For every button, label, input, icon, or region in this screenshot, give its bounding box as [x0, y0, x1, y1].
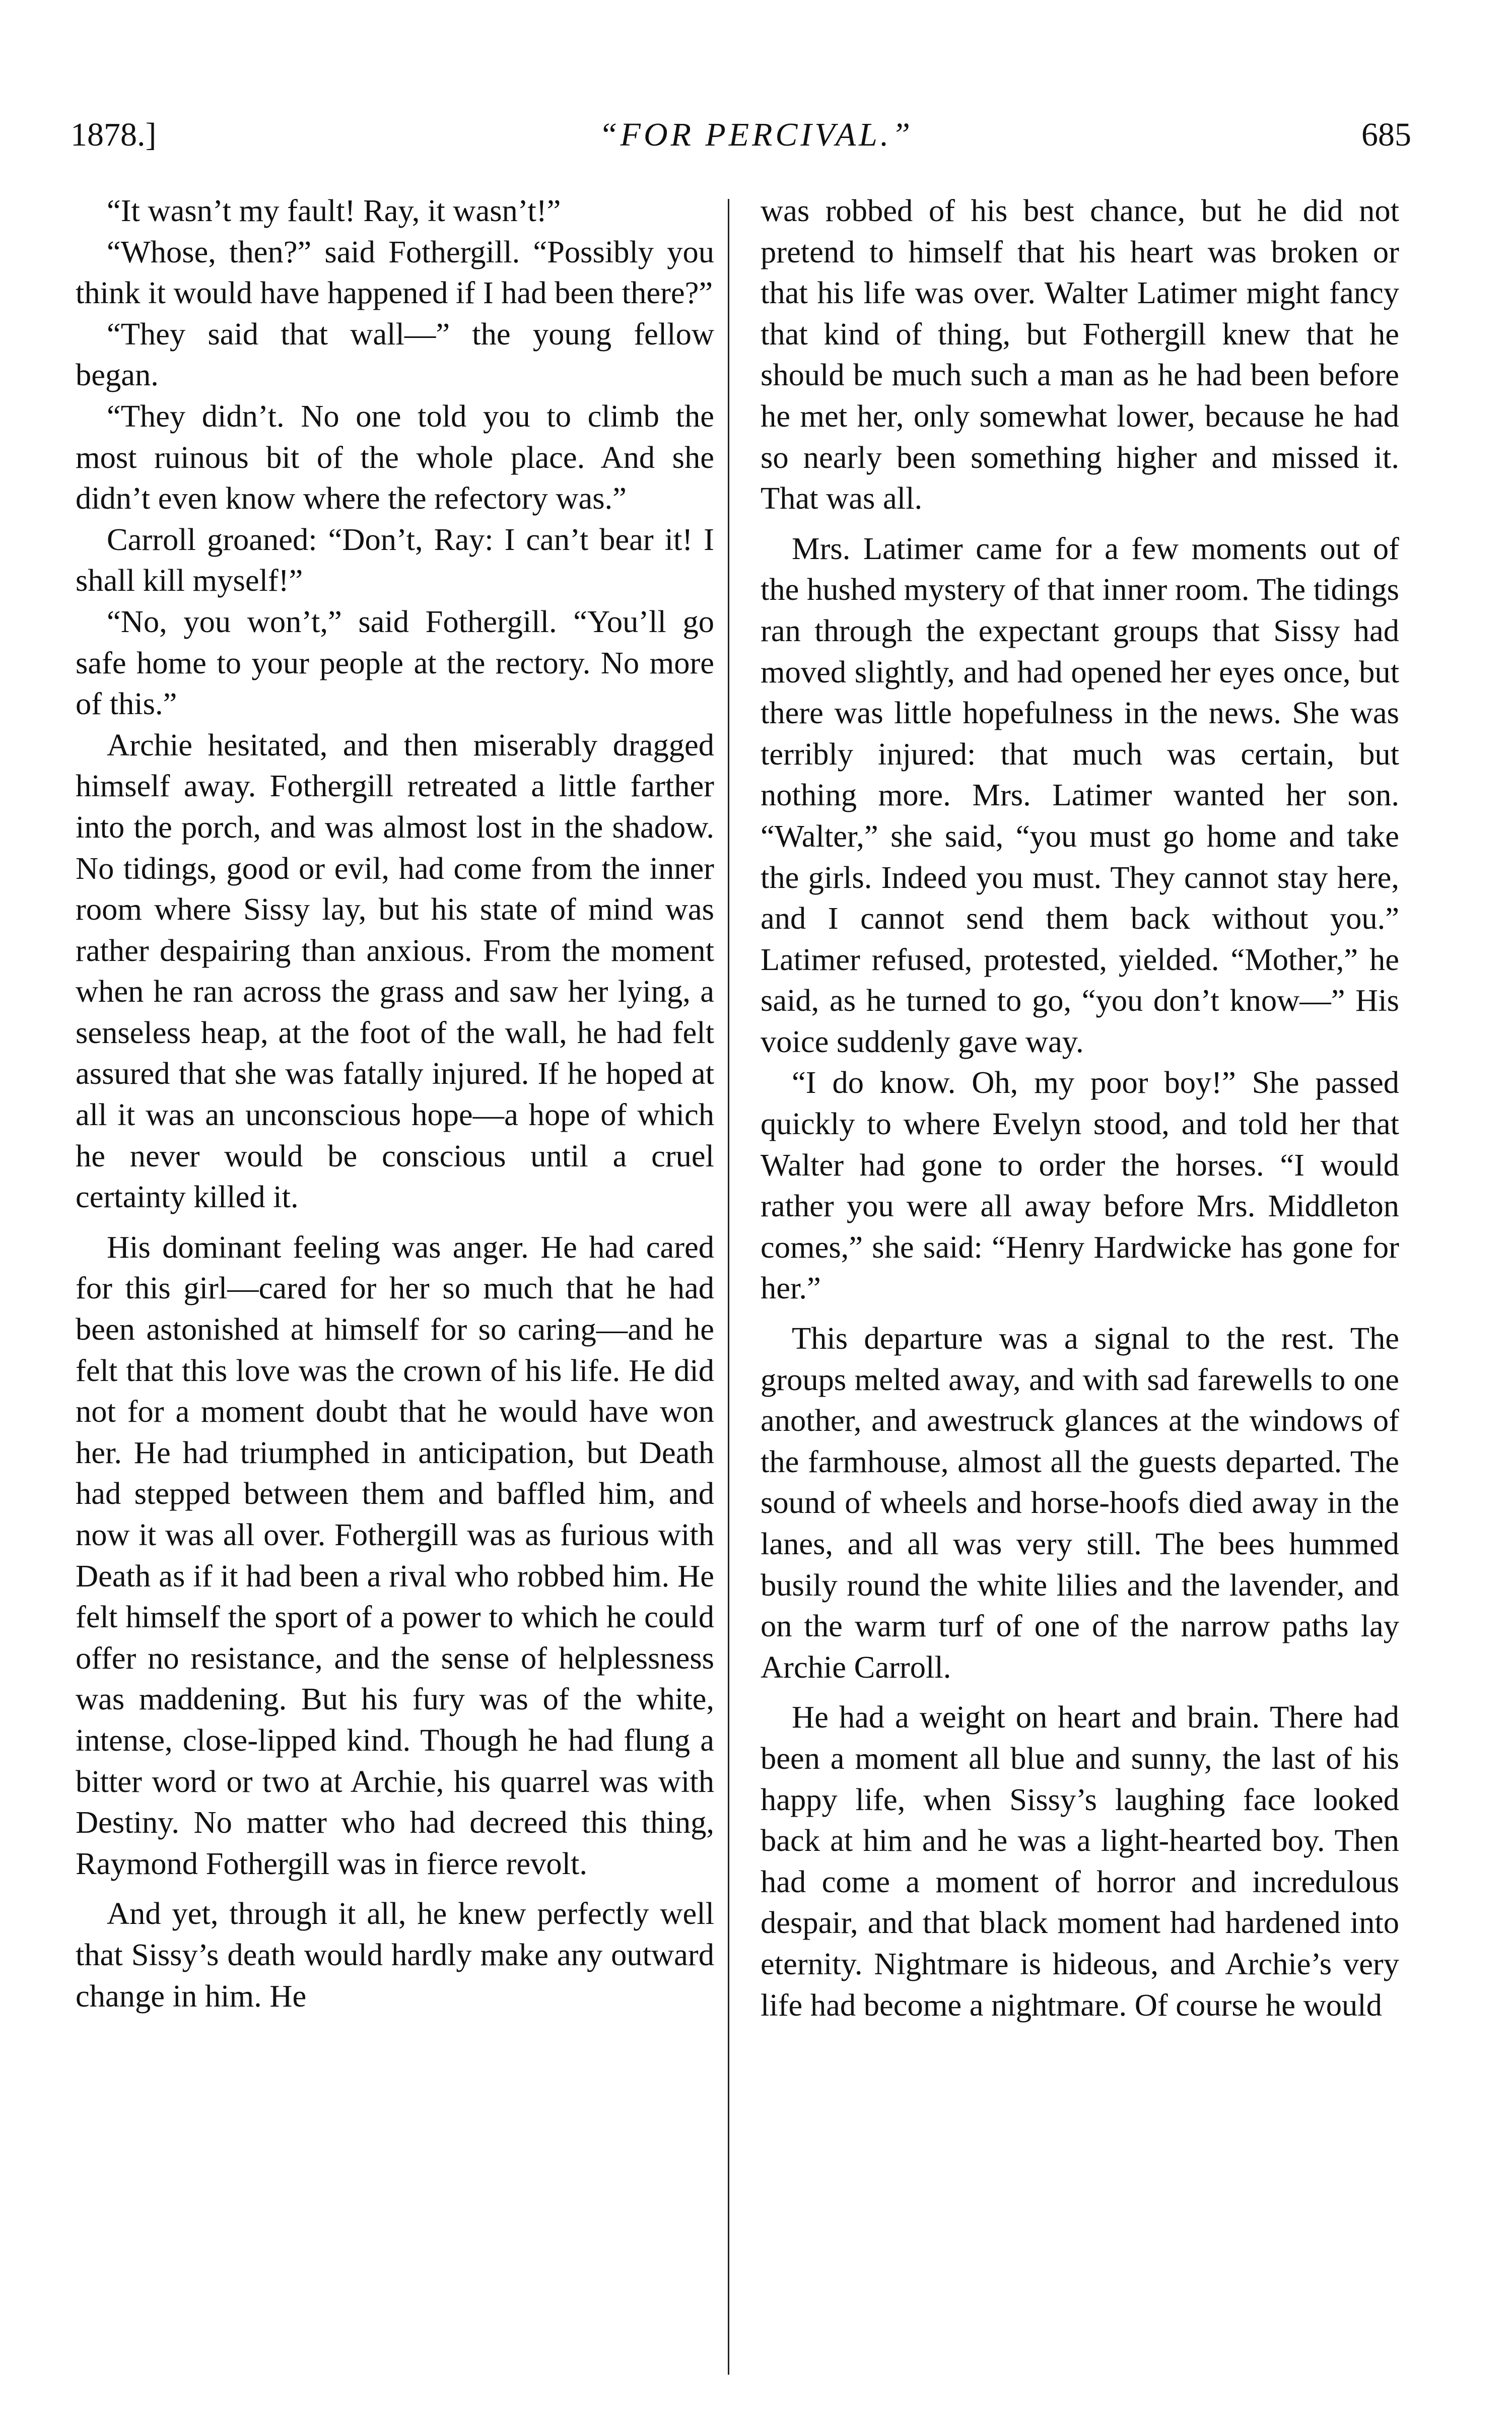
header-year: 1878.] — [71, 116, 157, 153]
paragraph: “They said that wall—” the young fellow began. — [76, 316, 714, 393]
paragraph: Carroll groaned: “Don’t, Ray: I can’t bear it! I shall kill myself!” — [76, 521, 714, 598]
paragraph: “They didn’t. No one told you to climb the most ruinous bit of the whole place. And she didn’t even know where the refectory was.” — [76, 398, 714, 516]
right-column — [761, 190, 1399, 2026]
paragraph: “Whose, then?” said Fothergill. “Possibly you think it would have happened if I had been there?” — [76, 234, 714, 311]
paragraph: His dominant feeling was anger. He had cared for this girl—cared for her so much that he had been astonished at himself for so caring—and he felt that this love was the crown of his life. He did not for a moment doubt that he would have won her. He had triumphed in anticipation, but Death had stepped between them and baffled him, and now it was all over. Fothergill was as furious with Death as if it had been a rival who robbed him. He felt himself the sport of a power to which he could offer no resistance, and the sense of helplessness was maddening. But his fury was of the white, intense, close-lipped kind. Though he had flung a bitter word or two at Archie, his quarrel was with Destiny. No matter who had decreed this thing, Raymond Fothergill was in fierce revolt. — [76, 1229, 714, 1881]
paragraph: “It wasn’t my fault! Ray, it wasn’t!” — [107, 193, 561, 228]
paragraph: He had a weight on heart and brain. There had been a moment all blue and sunny, the last of his happy life, when Sissy’s laughing face looked back at him and he was a light-hearted boy. Then had come a moment of horror and incredulous despair, and that black moment had hardened into eternity. Nightmare is hideous, and Archie’s very life had become a nightmare. Of course he would — [761, 1699, 1399, 2023]
left-column — [76, 190, 714, 2017]
running-header — [71, 116, 1441, 176]
paragraph: “I do know. Oh, my poor boy!” She passed quickly to where Evelyn stood, and told her that Walter had gone to order the horses. “I would rather you were all away before Mrs. Middleton comes,” she said: “Henry Hardwicke has gone for her.” — [761, 1065, 1399, 1306]
page-number: 685 — [1361, 116, 1411, 153]
column-divider — [728, 199, 729, 2375]
paragraph: “No, you won’t,” said Fothergill. “You’ll go safe home to your people at the rectory. No more of this.” — [76, 603, 714, 722]
paragraph: Archie hesitated, and then miserably dragged himself away. Fothergill retreated a little farther into the porch, and was almost lost in the shadow. No tidings, good or evil, had come from the inner room where Sissy lay, but his state of mind was rather despairing than anxious. From the moment when he ran across the grass and saw her lying, a senseless heap, at the foot of the wall, he had felt assured that she was fatally injured. If he hoped at all it was an unconscious hope—a hope of which he never would be conscious until a cruel certainty killed it. — [76, 727, 714, 1215]
paragraph: This departure was a signal to the rest. The groups melted away, and with sad farewells to one another, and awestruck glances at the windows of the farmhouse, almost all the guests departed. The sound of wheels and horse-hoofs died away in the lanes, and all was very still. The bees hummed busily round the white lilies and the lavender, and on the warm turf of one of the narrow paths lay Archie Carroll. — [761, 1321, 1399, 1685]
paragraph: was robbed of his best chance, but he did not pretend to himself that his heart was broken or that his life was over. Walter Latimer might fancy that kind of thing, but Fothergill knew that he should be much such a man as he had been before he met her, only somewhat lower, because he had so nearly been something higher and missed it. That was all. — [761, 193, 1399, 516]
header-title: “FOR PERCIVAL.” — [598, 116, 914, 153]
paragraph: Mrs. Latimer came for a few moments out of the hushed mystery of that inner room. The tidings ran through the expectant groups that Sissy had moved slightly, and had opened her eyes once, but there was little hopefulness in the news. She was terribly injured: that much was certain, but nothing more. Mrs. Latimer wanted her son. “Walter,” she said, “you must go home and take the girls. Indeed you must. They cannot stay here, and I cannot send them back without you.” Latimer refused, protested, yielded. “Mother,” he said, as he turned to go, “you don’t know—” His voice suddenly gave way. — [761, 530, 1399, 1059]
paragraph: And yet, through it all, he knew perfectly well that Sissy’s death would hardly make any outward change in him. He — [76, 1896, 714, 2014]
